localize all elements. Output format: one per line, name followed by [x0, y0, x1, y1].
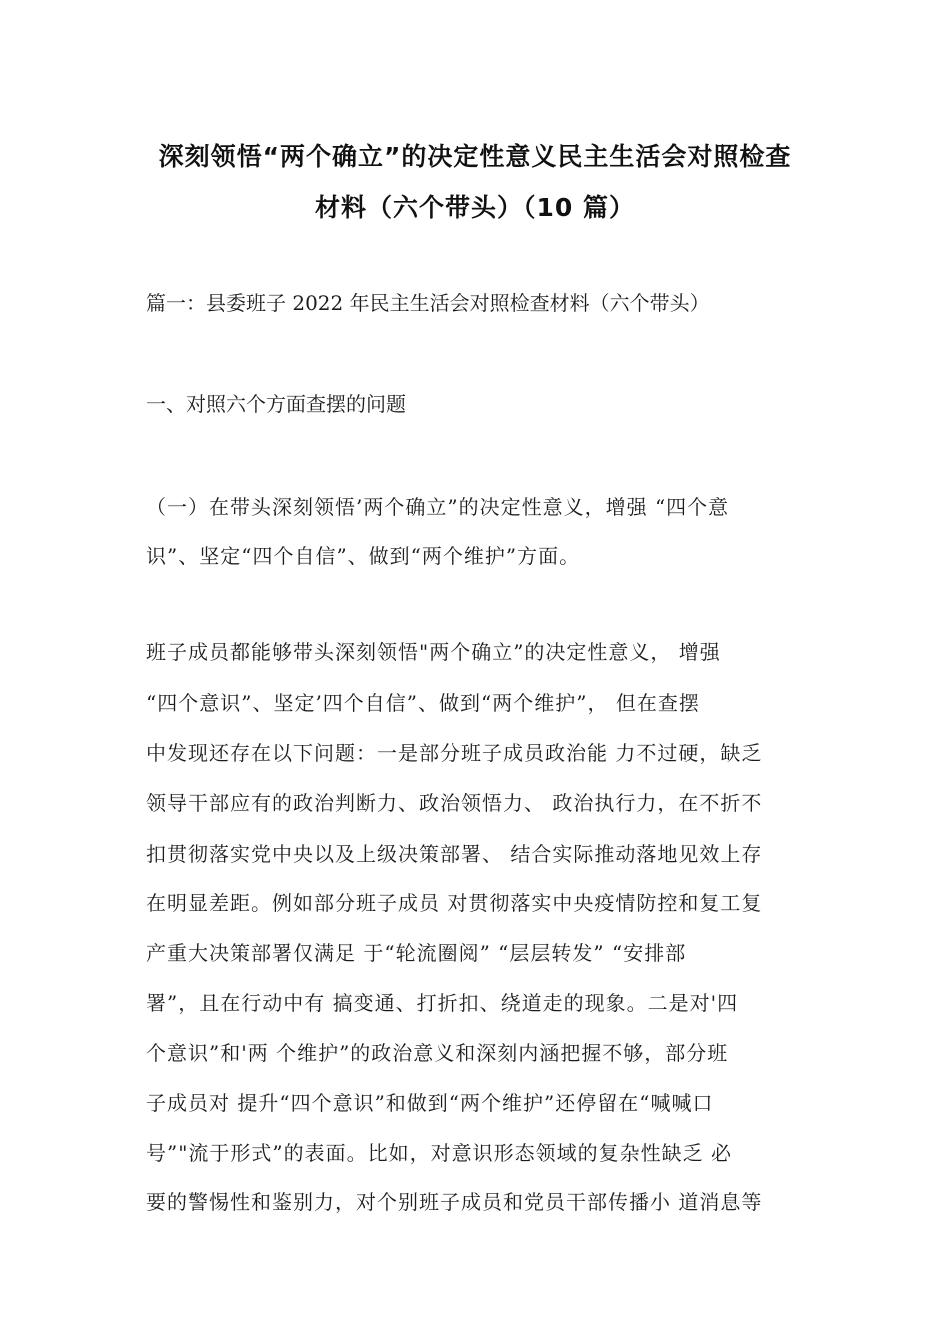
subsection-heading-line-1: （一）在带头深刻领悟’两个确立”的决定性意义，增强 “四个意: [146, 495, 730, 519]
body-paragraph-line: 中发现还存在以下问题：一是部分班子成员政治能 力不过硬，缺乏: [146, 741, 763, 765]
body-paragraph-line: 产重大决策部署仅满足 于“轮流圈阅” “层层转发” “安排部: [146, 941, 687, 965]
body-paragraph-line: 子成员对 提升“四个意识”和做到“两个维护”还停留在“喊喊口: [146, 1091, 714, 1115]
section-heading: 一、对照六个方面查摆的问题: [146, 392, 406, 416]
body-paragraph-line: 署”，且在行动中有 搞变通、打折扣、绕道走的现象。二是对'四: [146, 991, 739, 1015]
document-title-line-2: 材料（六个带头）（10 篇）: [315, 193, 635, 222]
article-heading: 篇一：县委班子 2022 年民主生活会对照检查材料（六个带头）: [146, 291, 710, 315]
body-paragraph-line: 在明显差距。例如部分班子成员 对贯彻落实中央疫情防控和复工复: [146, 891, 763, 915]
document-title-line-1: 深刻领悟“两个确立”的决定性意义民主生活会对照检查: [158, 142, 792, 171]
body-paragraph-line: 领导干部应有的政治判断力、政治领悟力、 政治执行力，在不折不: [146, 791, 763, 815]
body-paragraph-line: 班子成员都能够带头深刻领悟"两个确立”的决定性意义， 增强: [146, 640, 721, 664]
body-paragraph-line: 个意识”和'两 个维护”的政治意义和深刻内涵把握不够，部分班: [146, 1041, 729, 1065]
subsection-heading-line-2: 识”、坚定“四个自信”、做到“两个维护”方面。: [146, 544, 581, 568]
body-paragraph-line: “四个意识”、坚定’四个自信”、做到“两个维护”， 但在查摆: [146, 691, 700, 715]
body-paragraph-line: 扣贯彻落实党中央以及上级决策部署、 结合实际推动落地见效上存: [146, 842, 763, 866]
body-paragraph-line: 号”"流于形式”的表面。比如，对意识形态领域的复杂性缺乏 必: [146, 1141, 733, 1165]
body-paragraph-line: 要的警惕性和鉴别力，对个别班子成员和党员干部传播小 道消息等: [146, 1190, 763, 1214]
